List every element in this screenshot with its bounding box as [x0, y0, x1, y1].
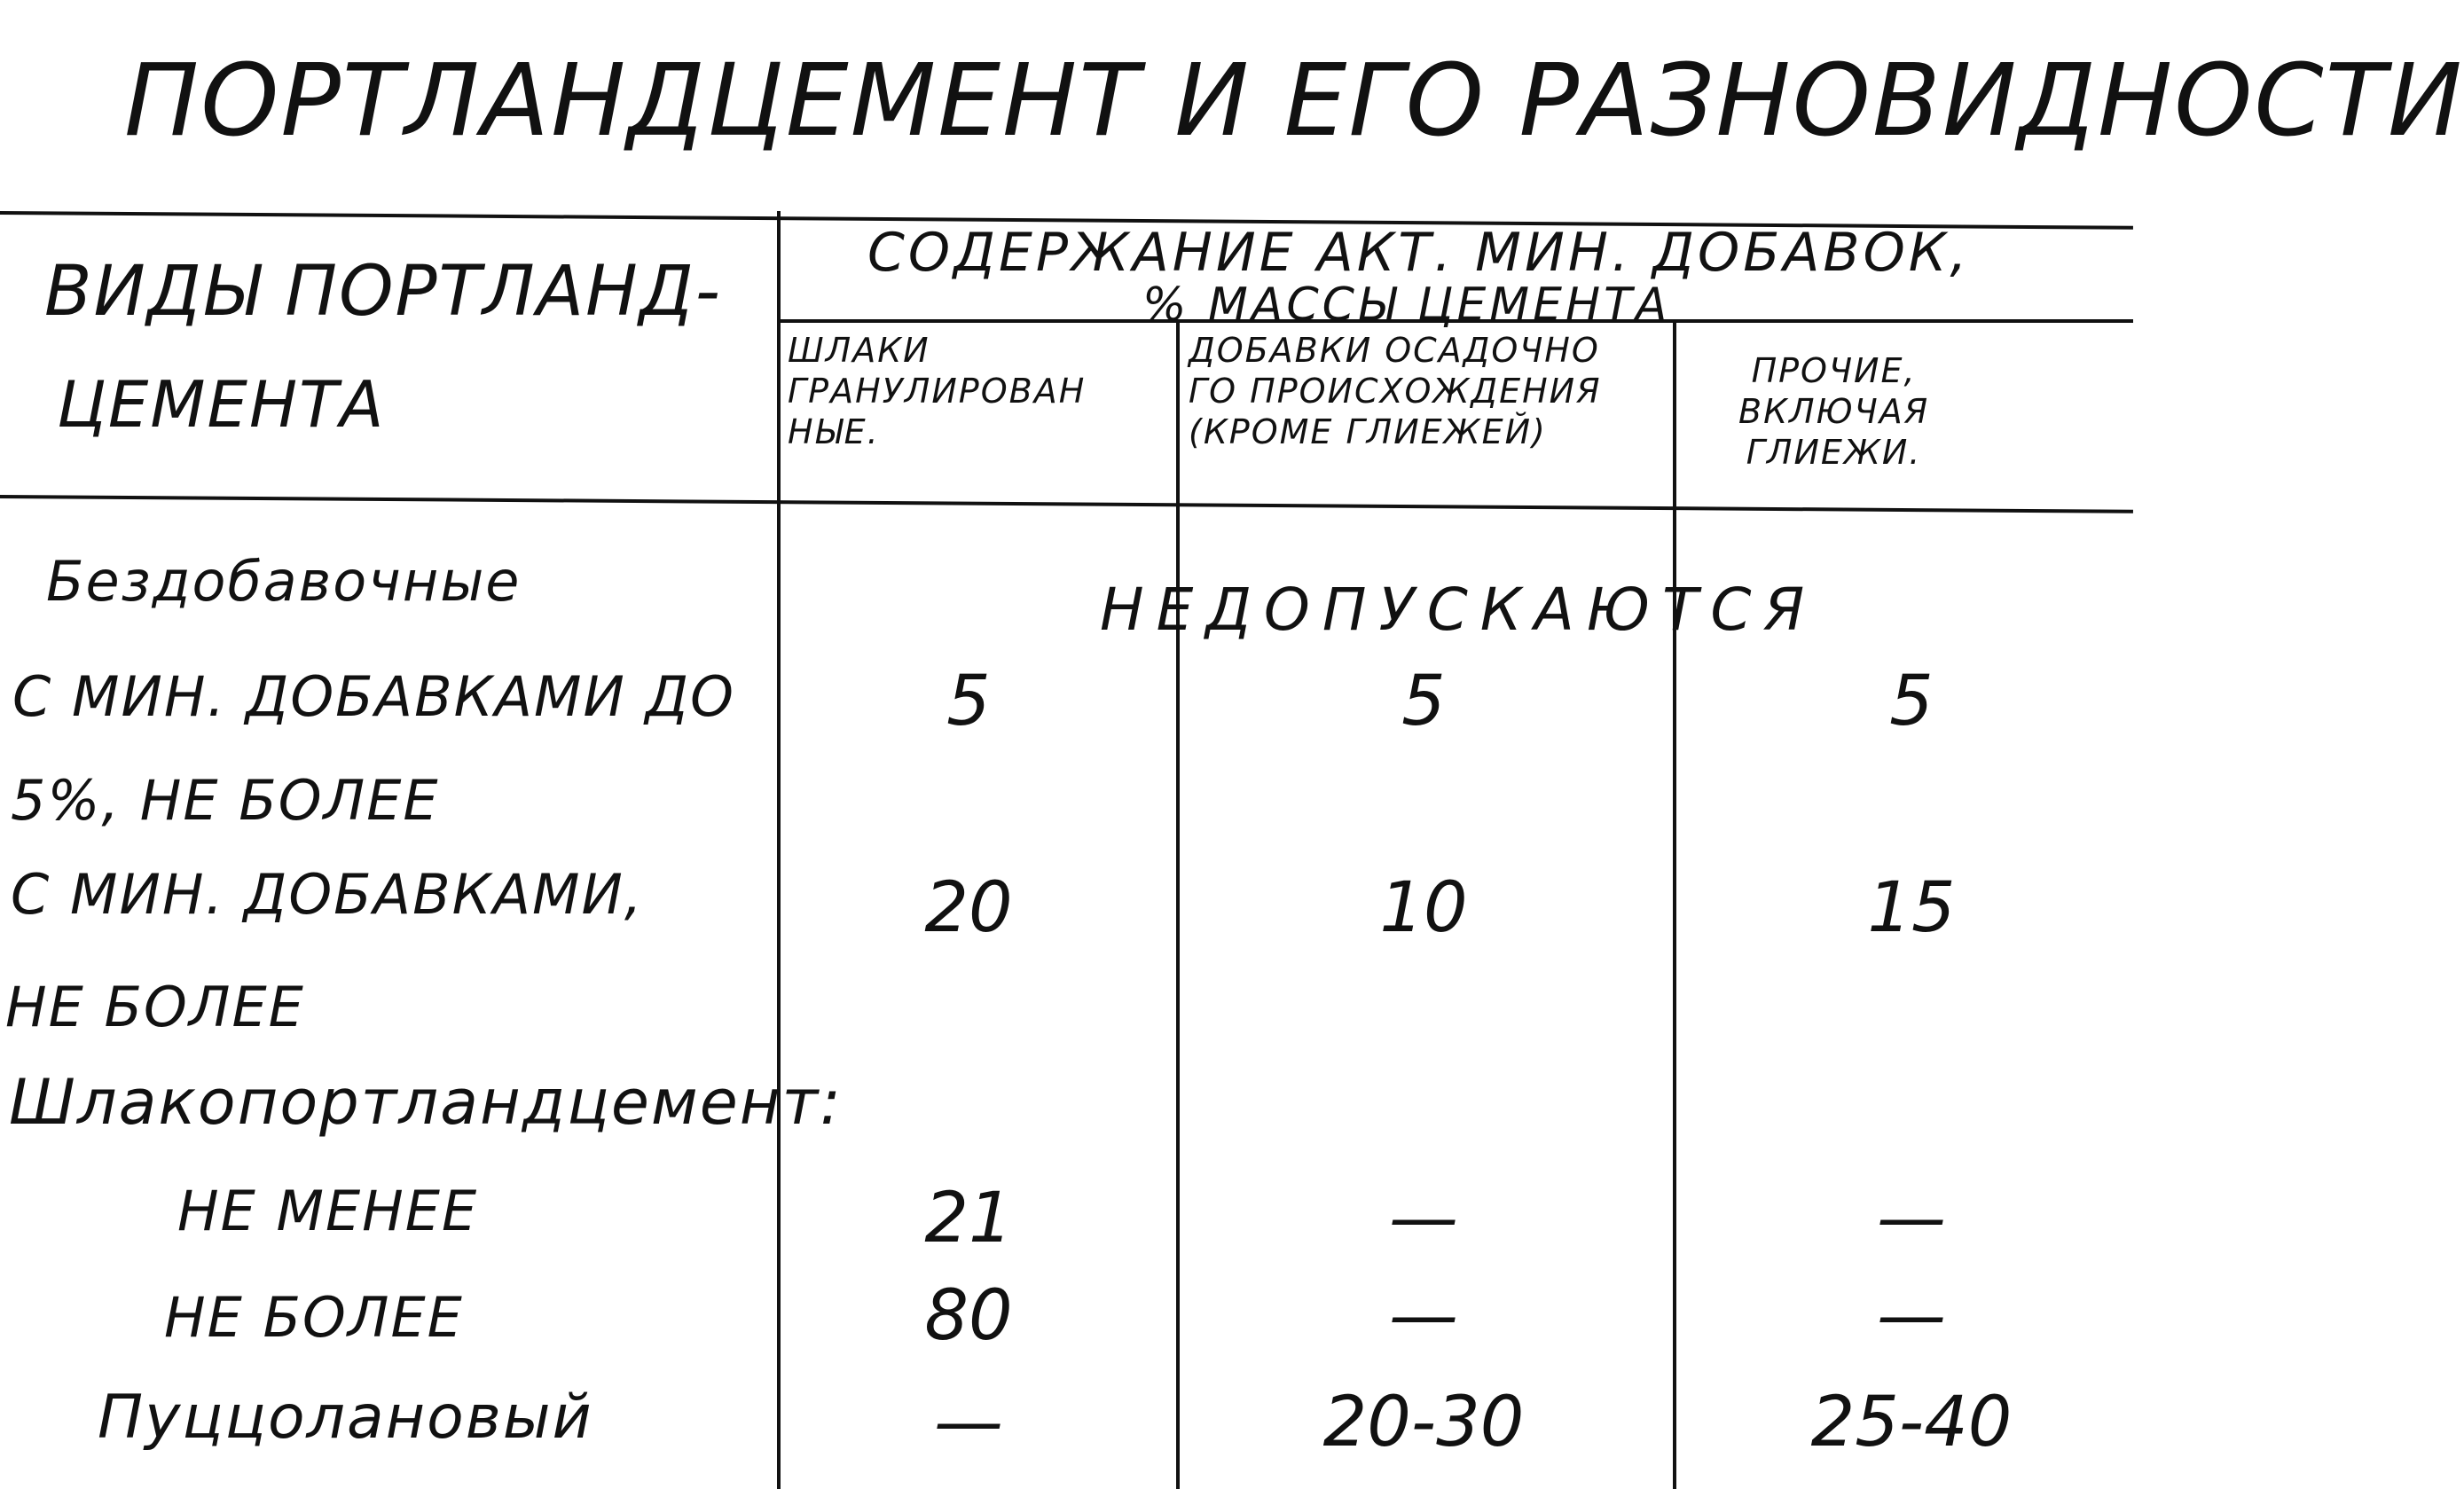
cell-with-additives-slag: 20 [924, 868, 1013, 948]
subheader-sedimentary [1189, 330, 1602, 452]
header-bottom-rule [0, 495, 2133, 513]
cell-up-to5-sedimentary: 5 [1401, 662, 1446, 741]
header-content-line1: СОДЕРЖАНИЕ АКТ. МИН. ДОБАВОК, [867, 222, 1971, 284]
cell-not-less-sedimentary: — [1389, 1179, 1458, 1258]
row-label-not-more: НЕ БОЛЕЕ [164, 1285, 464, 1350]
cell-not-more-sedimentary: — [1389, 1276, 1458, 1356]
cell-pozzolanic-sedimentary: 20-30 [1322, 1383, 1525, 1462]
row-label-pozzolanic: Пуццолановый [98, 1383, 593, 1453]
row-label-with-additives-line1: С МИН. ДОБАВКАМИ, [11, 862, 644, 927]
row-label-no-additives: Бездобавочные [46, 549, 522, 614]
subheader-sedimentary-line3: (КРОМЕ ГЛИЕЖЕЙ) [1189, 412, 1547, 451]
subheader-sedimentary-line2: ГО ПРОИСХОЖДЕНИЯ [1189, 372, 1602, 411]
cell-not-less-other: — [1877, 1179, 1946, 1258]
header-types-line2: ЦЕМЕНТА [57, 367, 386, 442]
cell-with-additives-other: 15 [1867, 868, 1956, 948]
row-label-up-to5-line2: 5%, НЕ БОЛЕЕ [11, 768, 440, 833]
subheader-slag-line1: ШЛАКИ [788, 331, 930, 370]
row-note-not-allowed: НЕДОПУСКАЮТСЯ [1100, 576, 1817, 644]
row-label-not-less: НЕ МЕНЕЕ [177, 1179, 479, 1243]
column-divider-3 [1673, 321, 1676, 1489]
row-label-up-to5-line1: С МИН. ДОБАВКАМИ ДО [12, 664, 735, 729]
subheader-slag [788, 330, 1086, 452]
subheader-slag-line2: ГРАНУЛИРОВАН [788, 372, 1087, 411]
subheader-other-line3: ГЛИЕЖИ. [1746, 433, 1922, 472]
subheader-sedimentary-line1: ДОБАВКИ ОСАДОЧНО [1189, 331, 1600, 370]
cell-not-more-other: — [1877, 1276, 1946, 1356]
cell-with-additives-sedimentary: 10 [1379, 868, 1468, 948]
subheader-other-line1: ПРОЧИЕ, [1751, 351, 1917, 390]
cell-not-more-slag: 80 [924, 1276, 1013, 1356]
page-title: ПОРТЛАНДЦЕМЕНТ И ЕГО РАЗНОВИДНОСТИ [124, 43, 2464, 159]
row-label-slag-cement: Шлакопортландцемент: [9, 1066, 843, 1139]
cell-up-to5-slag: 5 [946, 662, 991, 741]
header-content-line2: % МАССЫ ЦЕМЕНТА [1142, 278, 1671, 332]
subheader-other [1738, 350, 1929, 473]
cell-pozzolanic-slag: — [934, 1383, 1003, 1462]
cell-not-less-slag: 21 [924, 1179, 1013, 1258]
column-divider-1 [777, 211, 781, 1489]
subheader-other-line2: ВКЛЮЧАЯ [1738, 392, 1930, 431]
cell-pozzolanic-other: 25-40 [1810, 1383, 2013, 1462]
subheader-slag-line3: НЫЕ. [788, 412, 880, 451]
header-types-line1: ВИДЫ ПОРТЛАНД- [44, 252, 722, 332]
column-divider-2 [1176, 321, 1180, 1489]
cell-up-to5-other: 5 [1889, 662, 1934, 741]
row-label-with-additives-line2: НЕ БОЛЕЕ [5, 975, 305, 1039]
